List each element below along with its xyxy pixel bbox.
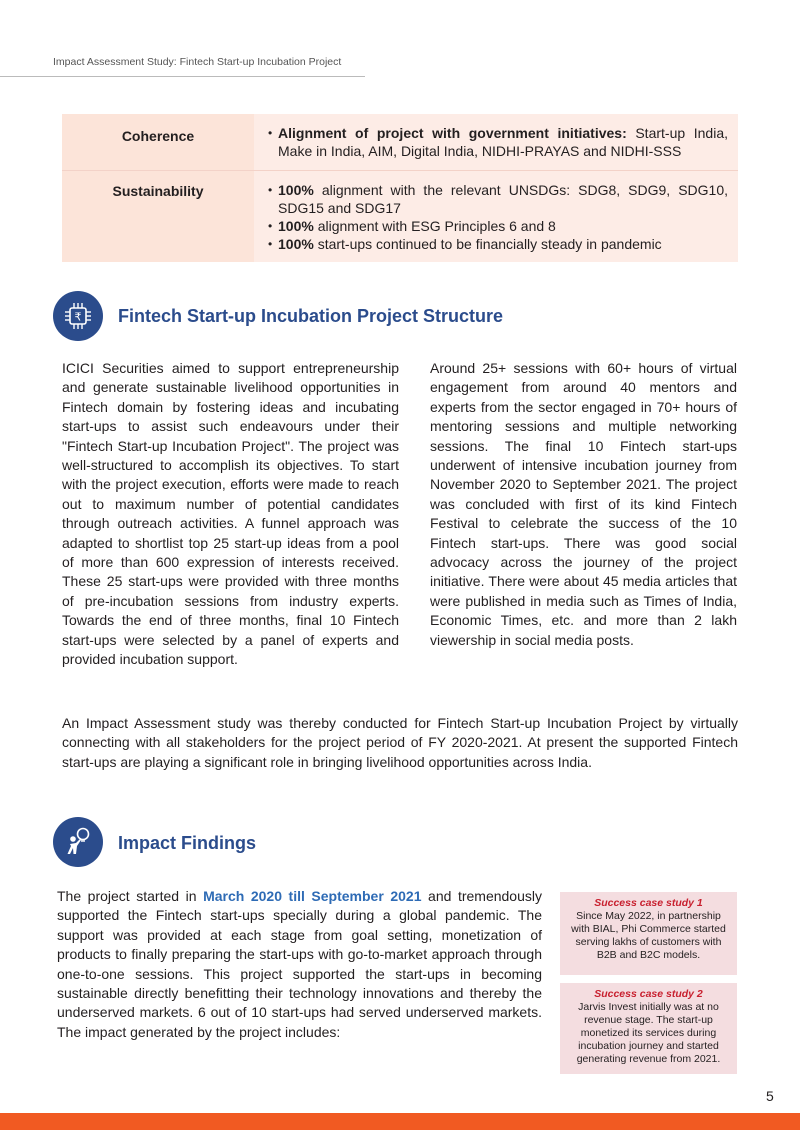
bullet-bold: 100% (278, 182, 314, 198)
bullet-text: alignment with ESG Principles 6 and 8 (313, 218, 556, 234)
success-case-study-1 (560, 892, 737, 975)
case-study-title: Success case study 2 (594, 988, 703, 1000)
running-header: Impact Assessment Study: Fintech Start-up Incubation Project (53, 56, 342, 68)
bullet-dot: • (268, 237, 273, 251)
bullet-bold: 100% (278, 218, 314, 234)
bullet-dot: • (268, 183, 273, 197)
svg-text:₹: ₹ (74, 310, 82, 324)
summary-table (62, 114, 738, 262)
person-idea-icon (53, 817, 103, 867)
structure-column-left: ICICI Securities aimed to support entrepreneurship and generate sustainable livelihood opportunities in Fintech domain by fostering ideas and incubating start-ups to assist such endeavours under their "Fintech Start-up Incubation Project". The project was well-structured to accomplish its objectives. To start with the project execution, efforts were made to reach out to maximum number of potential candidates through outreach activities. A funnel approach was adapted to shortlist top 25 start-up ideas from a pool of more than 600 expression of interests received. These 25 start-ups were provided with three months of pre-incubation sessions from industry experts. Towards the end of three months, final 10 Fintech start-ups were selected by a panel of experts and provided incubation support. (62, 360, 399, 668)
structure-summary-paragraph: An Impact Assessment study was thereby conducted for Fintech Start-up Incubation Project by virtually connecting with all stakeholders for the project period of FY 2020-2021. At present the supported Fintech start-ups are playing a significant role in bringing livelihood opportunities across India. (62, 715, 738, 770)
header-rule (0, 76, 365, 77)
impact-text-lead: The project started in (57, 888, 204, 904)
section-title-impact: Impact Findings (118, 833, 257, 853)
row-label-sustainability: Sustainability (62, 171, 254, 262)
page-number: 5 (766, 1088, 774, 1104)
bullet-text: start-ups continued to be financially steady in pandemic (313, 236, 662, 252)
row-label-coherence: Coherence (62, 114, 254, 170)
impact-text-body: and tremendously supported the Fintech start-ups specially during a global pandemic. The support was provided at each stage from goal setting, monetization of products to finally preparing the start-ups with go-to-market approach through one-to-one sessions. This project supported the start-ups in becoming sustainable directly benefitting their technology innovations and thereby the underserved markets. 6 out of 10 start-ups had served underserved markets. The impact generated by the project includes: (57, 888, 542, 1040)
list-item (268, 181, 728, 217)
case-study-text: Since May 2022, in partnership with BIAL, Phi Commerce started serving lakhs of customers with B2B and B2C models. (571, 910, 726, 961)
row-content-sustainability (254, 171, 738, 262)
row-content-coherence (254, 114, 738, 170)
case-study-title: Success case study 1 (594, 897, 703, 909)
bullet-bold: Alignment of project with government initiatives: (278, 125, 627, 141)
bullet-dot: • (268, 126, 273, 140)
impact-paragraph (57, 887, 542, 1042)
bullet-dot: • (268, 219, 273, 233)
table-row-coherence (62, 114, 738, 170)
impact-period-highlight: March 2020 till September 2021 (203, 888, 422, 904)
rupee-chip-icon (53, 291, 103, 341)
bullet-text: alignment with the relevant UNSDGs: SDG8, SDG9, SDG10, SDG15 and SDG17 (278, 182, 728, 216)
structure-column-right: Around 25+ sessions with 60+ hours of virtual engagement from around 40 mentors and experts from the sector engaged in 70+ hours of mentoring sessions and multiple networking sessions. The final 10 Fintech start-ups underwent of intensive incubation journey from November 2020 to September 2021. The project was concluded with first of its kind Fintech Festival to celebrate the success of the 10 Fintech start-ups. There was good social advocacy across the journey of the project initiative. There were about 45 media articles that were published in media such as Times of India, Economic Times, etc. and more than 2 lakh viewership in social media posts. (430, 360, 737, 648)
list-item (268, 217, 728, 235)
footer-bar (0, 1113, 800, 1130)
list-item (268, 124, 728, 160)
success-case-study-2 (560, 983, 737, 1074)
bullet-bold: 100% (278, 236, 314, 252)
case-study-text: Jarvis Invest initially was at no revenue stage. The start-up monetized its services during incubation journey and started generating revenue from 2021. (576, 1001, 721, 1065)
list-item (268, 235, 728, 253)
table-row-sustainability (62, 170, 738, 262)
bullet-text: Start-up India, Make in India, AIM, Digital India, NIDHI-PRAYAS and NIDHI-SSS (278, 125, 728, 159)
section-title-structure: Fintech Start-up Incubation Project Structure (118, 306, 504, 326)
